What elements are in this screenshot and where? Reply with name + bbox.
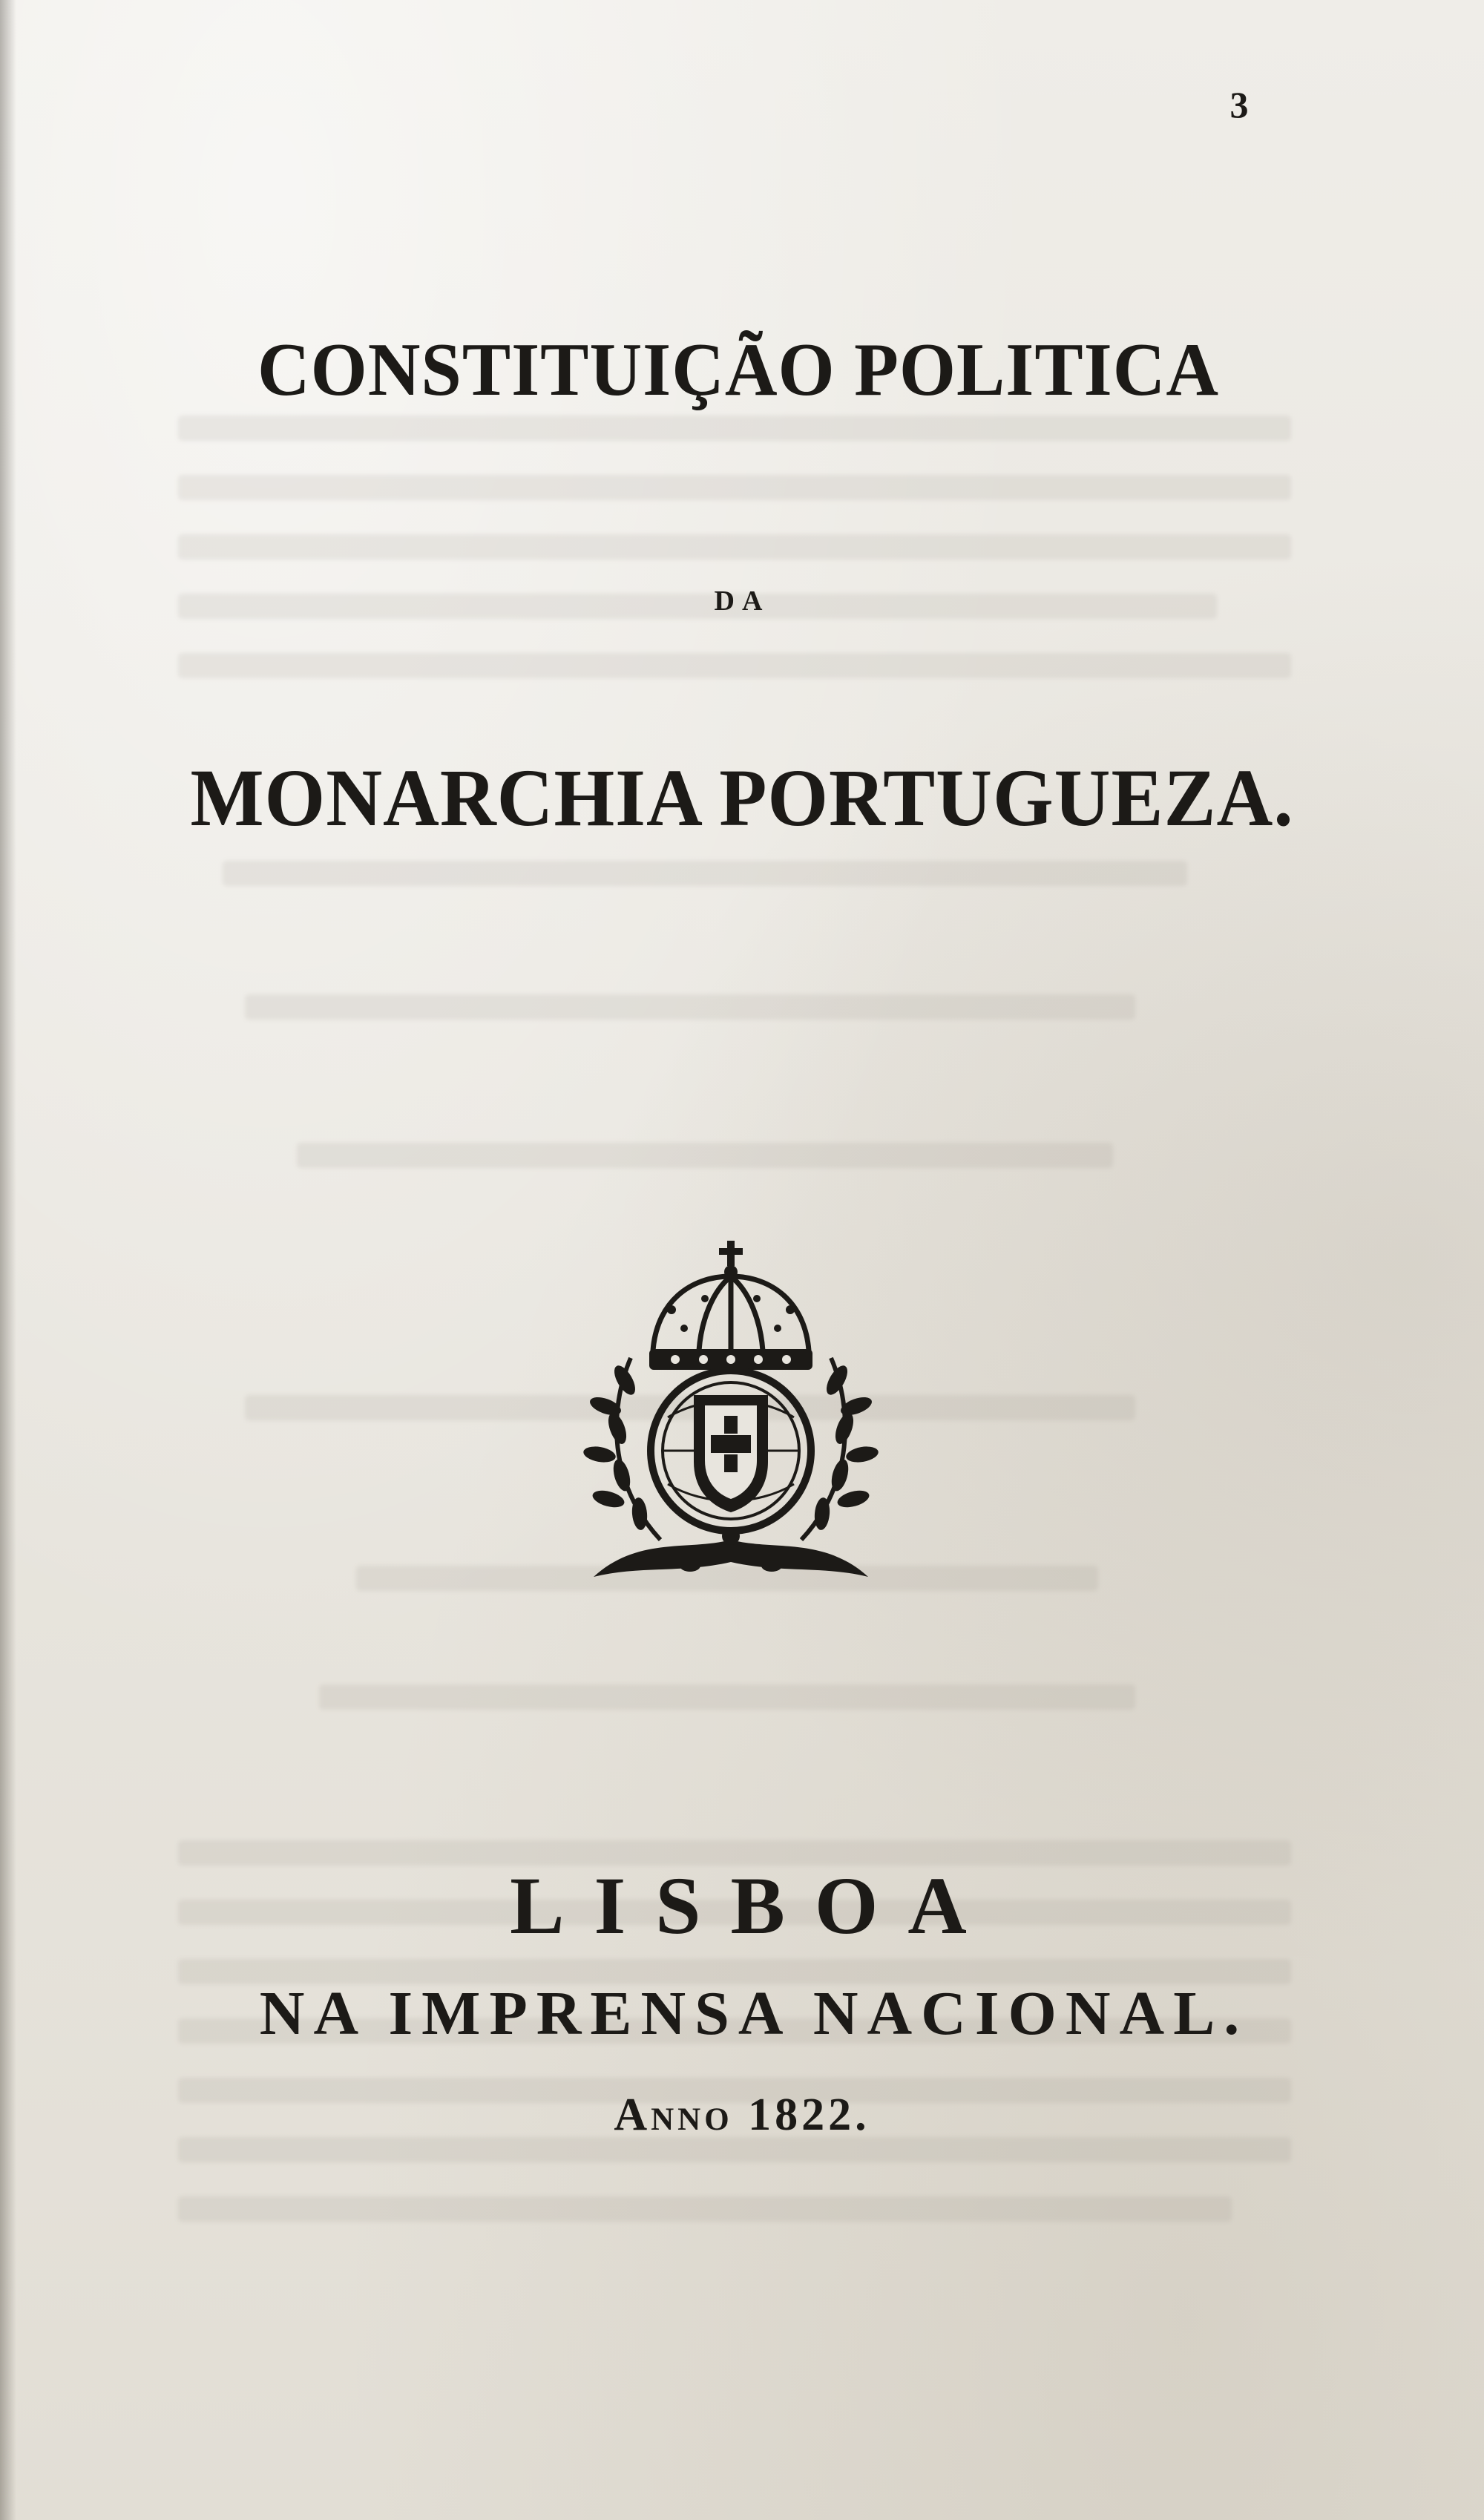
show-through <box>297 1143 1113 1168</box>
imprint-city: LISBOA <box>510 1860 997 1951</box>
title-line-2: MONARCHIA PORTUGUEZA. <box>190 752 1294 843</box>
show-through <box>178 416 1291 441</box>
show-through <box>178 2196 1232 2222</box>
show-through <box>319 1684 1135 1710</box>
page-number: 3 <box>1229 84 1249 125</box>
show-through <box>178 653 1291 678</box>
title-connector: DA <box>714 585 770 617</box>
imprint-press: NA IMPRENSA NACIONAL. <box>259 1979 1249 2048</box>
royal-coat-of-arms-icon <box>579 1239 883 1588</box>
show-through <box>223 861 1187 886</box>
title-line-1: CONSTITUIÇÃO POLITICA <box>257 328 1220 412</box>
spine-shadow <box>0 0 16 2520</box>
show-through <box>178 534 1291 560</box>
show-through <box>245 994 1135 1020</box>
show-through <box>178 475 1291 500</box>
imprint-year: Anno 1822. <box>614 2090 870 2140</box>
